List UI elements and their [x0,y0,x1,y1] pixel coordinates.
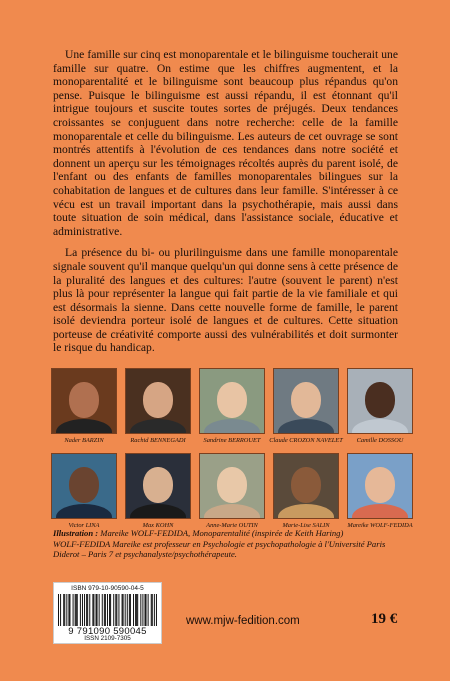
barcode-bar [152,594,153,626]
barcode-bar [89,594,90,626]
author-card [269,368,343,444]
barcode-bar [80,594,81,626]
barcode-bar [96,594,97,626]
barcode-bar [116,594,117,626]
photo-shoulders [204,504,260,519]
photo-shoulders [56,504,112,519]
author-name: Claude CROZON NAVELET [269,437,343,444]
barcode-bar [68,594,69,626]
author-name: Anne-Marie OUTIN [206,522,258,529]
barcode-bar [64,594,65,626]
author-photo [125,368,191,434]
barcode-bar [129,594,130,626]
barcode-bar [110,594,111,626]
barcode-bar [73,594,74,626]
barcode-bar [66,594,67,626]
barcode-bar [122,594,123,626]
author-photo [199,453,265,519]
barcode-bar [97,594,98,626]
barcode-bar [76,594,77,626]
paragraph-2: La présence du bi- ou plurilinguisme dans une famille monoparentale signale souvent qu'il manque quelqu'un qui donne sens à cette présence de la pluralité des langues et des cultures: l'autre (souvent le parent) n'est plus là pour représenter la langue qui fait partie de la vie familiale et qui est désormais la sienne. Dans cette nouvelle forme de famille, le parent isolé deviendra porteur isolé de langues et de cultures. Cette situation porteuse de créativité comporte aussi des vulnérabilités et doit surmonter le risque du handicap. [53,246,398,355]
author-card [347,453,413,529]
photo-shoulders [352,504,408,519]
photo-shoulders [278,504,334,519]
author-card [51,453,117,529]
barcode-bar [105,594,106,626]
barcode-digits: 9 791090 590045 [68,626,147,637]
isbn-label: ISBN 979-10-90590-04-5 [71,585,144,592]
back-cover-text [53,48,398,363]
barcode-bar [125,594,126,626]
barcode-bar [142,594,143,626]
barcode-bar [133,594,134,626]
barcode-bar [69,594,70,626]
photo-shoulders [130,419,186,434]
photo-shoulders [130,504,186,519]
author-name: Max KOHN [142,522,174,529]
photo-face [291,467,321,503]
barcode-bar [99,594,100,626]
photo-face [69,467,99,503]
price: 19 € [371,611,398,627]
barcode-bar [102,594,103,626]
photo-face [365,467,395,503]
barcode-bar [130,594,131,626]
photo-shoulders [278,419,334,434]
barcode-bar [77,594,78,626]
author-photo [347,453,413,519]
paragraph-1: Une famille sur cinq est monoparentale et le bilinguisme toucherait une famille sur quatre. On estime que les chiffres augmentent, et la monoparentalité et le bilinguisme sont beaucoup plus répandus qu'on pense. Puisque le bilinguisme est aussi répandu, il est étonnant qu'il intrigue toujours et suscite toutes sortes de préjugés. Deux tendances croissantes se conjuguent dans notre recherche: celle de la famille monoparentale et celle du bilinguisme. Les auteurs de cet ouvrage se sont montrés attentifs à l'évolution de ces tendances dans notre société et donnent un aperçu sur les témoignages récoltés auprès du parent isolé, de l'enfant ou des enfants de familles monoparentales bilingues sur la cohabitation de langues et de cultures dans leur famille. S'intéresser à ce vécu est un travail important dans la psychothérapie, mais aussi dans toute situation de soin médical, dans l'assistance sociale, éducative et administrative. [53,48,398,238]
barcode-bar [148,594,149,626]
barcode-bar [58,594,59,626]
author-photo [51,368,117,434]
author-photo [51,453,117,519]
barcode-bar [84,594,85,626]
barcode-bar [127,594,128,626]
photo-face [69,382,99,418]
author-photos [51,368,417,529]
author-name: Marie-Lise SALIN [282,522,330,529]
photo-face [217,382,247,418]
barcode-bar [123,594,124,626]
issn-label: ISSN 2109-7305 [84,635,131,642]
photo-face [143,382,173,418]
barcode-bar [137,594,138,626]
barcode-bar [107,594,108,626]
barcode-bar [156,594,157,626]
author-name: Camille DOSSOU [356,437,404,444]
barcode-bar [104,594,105,626]
barcode-bar [135,594,136,626]
author-bio: WOLF-FEDIDA Mareike est professeur en Psychologie et psychopathologie à l'Université Paris Diderot – Paris 7 et psychanalyste/psychothérapeute. [53,538,386,560]
barcode-bar [60,594,61,626]
barcode-bar [82,594,83,626]
barcode-bar [154,594,155,626]
barcode-bar [113,594,114,626]
barcode-bar [144,594,145,626]
author-card [125,453,191,529]
author-photo [199,368,265,434]
author-card [199,453,265,529]
photo-shoulders [204,419,260,434]
barcode-bar [136,594,137,626]
author-card [199,368,265,444]
photo-shoulders [352,419,408,434]
author-photo [273,453,339,519]
barcode-bar [140,594,141,626]
author-card [273,453,339,529]
barcode-bar [118,594,119,626]
barcode-bar [87,594,88,626]
author-name: Sandrine BERROUET [203,437,261,444]
barcode-bar [146,594,147,626]
photo-face [291,382,321,418]
author-card [347,368,413,444]
credits [53,528,405,560]
photo-face [143,467,173,503]
barcode-box [53,582,162,644]
photo-shoulders [56,419,112,434]
author-photo [273,368,339,434]
barcode-bar [75,594,76,626]
publisher-website: www.mjw-fedition.com [186,615,300,627]
author-name: Mareike WOLF-FEDIDA [347,522,413,529]
author-card [51,368,117,444]
photo-face [217,467,247,503]
barcode-graphic [58,594,157,626]
barcode-bar [115,594,116,626]
author-name: Rachid BENNEGADI [130,437,186,444]
author-photo [125,453,191,519]
illustration-credit [53,528,405,539]
barcode-bar [63,594,64,626]
barcode-bar [151,594,152,626]
author-name: Victor LINA [68,522,100,529]
author-card [125,368,191,444]
author-photo [347,368,413,434]
illustration-label: Illustration : [53,528,99,538]
illustration-text: Mareike WOLF-FEDIDA, Monoparentalité (inspirée de Keith Haring) [98,528,344,538]
barcode-bar [86,594,87,626]
barcode-bar [109,594,110,626]
photo-face [365,382,395,418]
author-name: Nader BARZIN [64,437,104,444]
barcode-bar [93,594,94,626]
barcode-bar [92,594,93,626]
